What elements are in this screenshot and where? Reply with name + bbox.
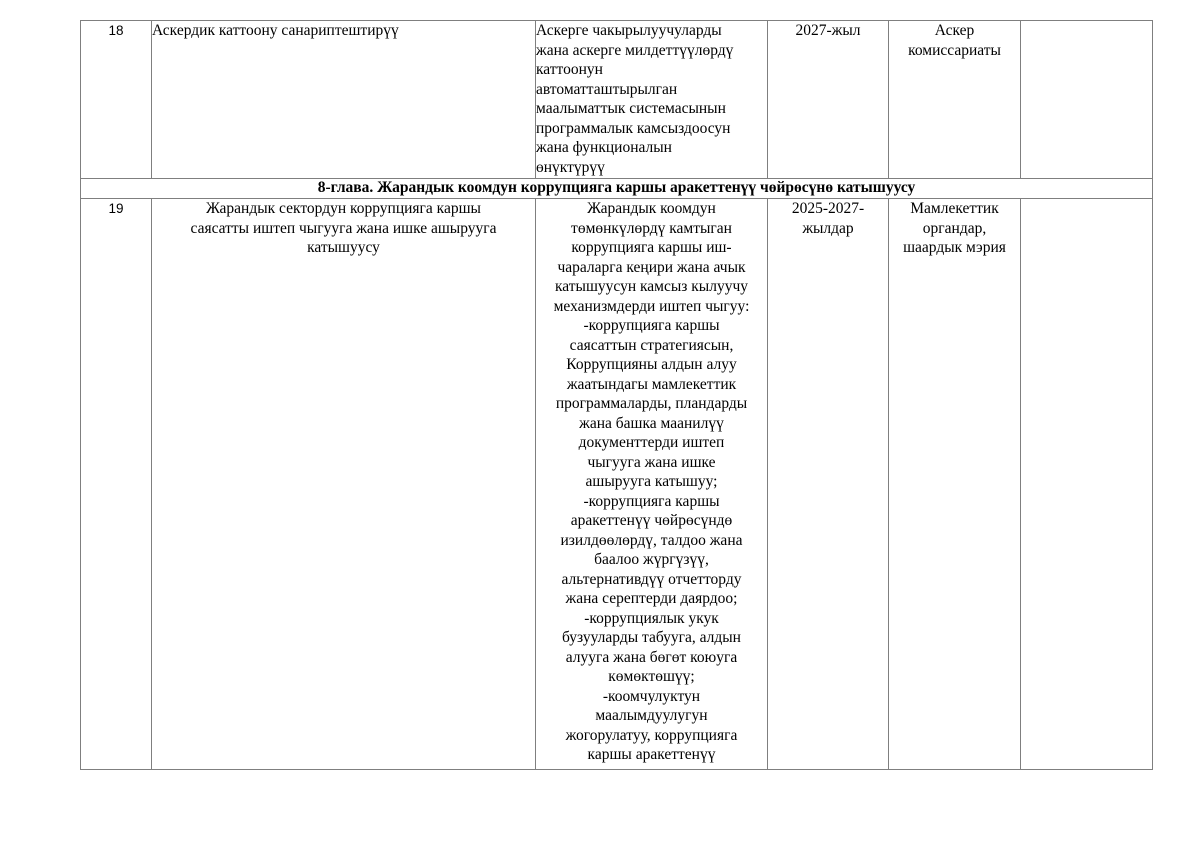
text-line: жогорулатуу, коррупцияга — [565, 726, 738, 744]
note-cell — [1021, 199, 1153, 770]
text-line: маалымдуулугун — [595, 707, 708, 724]
action-plan-table — [80, 20, 1153, 770]
chapter-row — [81, 179, 1153, 199]
text-line: алууга жана бөгөт коюуга — [565, 648, 738, 666]
text-line: жана аскерге милдеттүүлөрдү — [536, 41, 734, 59]
text-line: каршы аракеттенүү — [587, 746, 716, 763]
text-line: аракеттенүү чөйрөсүндө — [570, 512, 733, 529]
text-line: механизмдерди иштеп чыгуу: — [553, 297, 750, 315]
text-line: -коррупциялык укук — [584, 609, 719, 627]
text-line: жылдар — [802, 219, 854, 237]
text-line: чыгууга жана ишке — [587, 453, 716, 471]
text-line: жаатындагы мамлекеттик — [566, 375, 737, 393]
text-line: саясаттын стратегиясын, — [569, 336, 734, 354]
text-line: бузууларды табууга, алдын — [562, 629, 741, 646]
text-line: альтернативдүү отчетторду — [561, 570, 742, 588]
responsible — [889, 21, 1021, 179]
text-line: Аскер — [934, 22, 975, 39]
text-line: чараларга кеңири жана ачык — [557, 258, 746, 276]
note-cell — [1021, 21, 1153, 179]
text-line: программаларды, пландарды — [555, 395, 748, 412]
text-line: шаардык мэрия — [903, 239, 1006, 256]
text-line: төмөнкүлөрдү камтыган — [571, 219, 732, 237]
text-line: ашырууга катышуу; — [585, 473, 718, 490]
text-line: органдар, — [922, 219, 987, 237]
measure-name: Аскердик каттоону санариптештирүү — [152, 21, 536, 179]
text-line: коррупцияга каршы иш- — [571, 239, 732, 256]
text-line: саясатты иштеп чыгууга жана ишке ашырууга — [190, 219, 497, 237]
text-line: жана башка маанилүү — [579, 414, 724, 432]
text-line: Аскерге чакырылуучуларды — [536, 22, 722, 39]
responsible — [889, 199, 1021, 770]
row-number: 18 — [81, 21, 152, 179]
table-row — [81, 21, 1153, 179]
text-line: -коомчулуктун — [602, 687, 701, 705]
deadline: 2027-жыл — [768, 21, 889, 179]
text-line: изилдөөлөрдү, талдоо жана — [560, 531, 743, 549]
text-line: Коррупцияны алдын алуу — [566, 356, 737, 373]
text-line: каттоонун — [536, 61, 603, 78]
row-number: 19 — [81, 199, 152, 770]
text-line: комиссариаты — [908, 41, 1001, 59]
text-line: -коррупцияга каршы — [583, 317, 720, 334]
deadline — [768, 199, 889, 770]
text-line: баалоо жүргүзүү, — [594, 551, 709, 568]
text-line: өнүктүрүү — [536, 158, 605, 176]
text-line: программалык камсыздоосун — [536, 119, 731, 137]
text-line: көмөктөшүү; — [608, 668, 695, 685]
table-row — [81, 199, 1153, 770]
text-line: катышуусун камсыз кылуучу — [555, 278, 748, 295]
text-line: Мамлекеттик — [910, 200, 999, 217]
text-line: Жарандык сектордун коррупцияга каршы — [206, 200, 481, 217]
text-line: катышуусу — [307, 239, 380, 256]
text-line: Жарандык коомдун — [587, 200, 716, 217]
measure-name — [152, 199, 536, 770]
text-line: автоматташтырылган — [536, 80, 678, 98]
text-line: -коррупцияга каршы — [583, 492, 720, 510]
measure-description — [536, 199, 768, 770]
chapter-heading: 8-глава. Жарандык коомдун коррупцияга каршы аракеттенүү чөйрөсүнө катышуусу — [81, 179, 1153, 199]
text-line: маалыматтык системасынын — [536, 100, 726, 117]
text-line: жана серептерди даярдоо; — [565, 590, 738, 607]
measure-description — [536, 21, 768, 179]
text-line: документтерди иштеп — [578, 434, 725, 451]
text-line: жана функционалын — [536, 139, 672, 156]
text-line: 2025-2027- — [791, 200, 865, 217]
